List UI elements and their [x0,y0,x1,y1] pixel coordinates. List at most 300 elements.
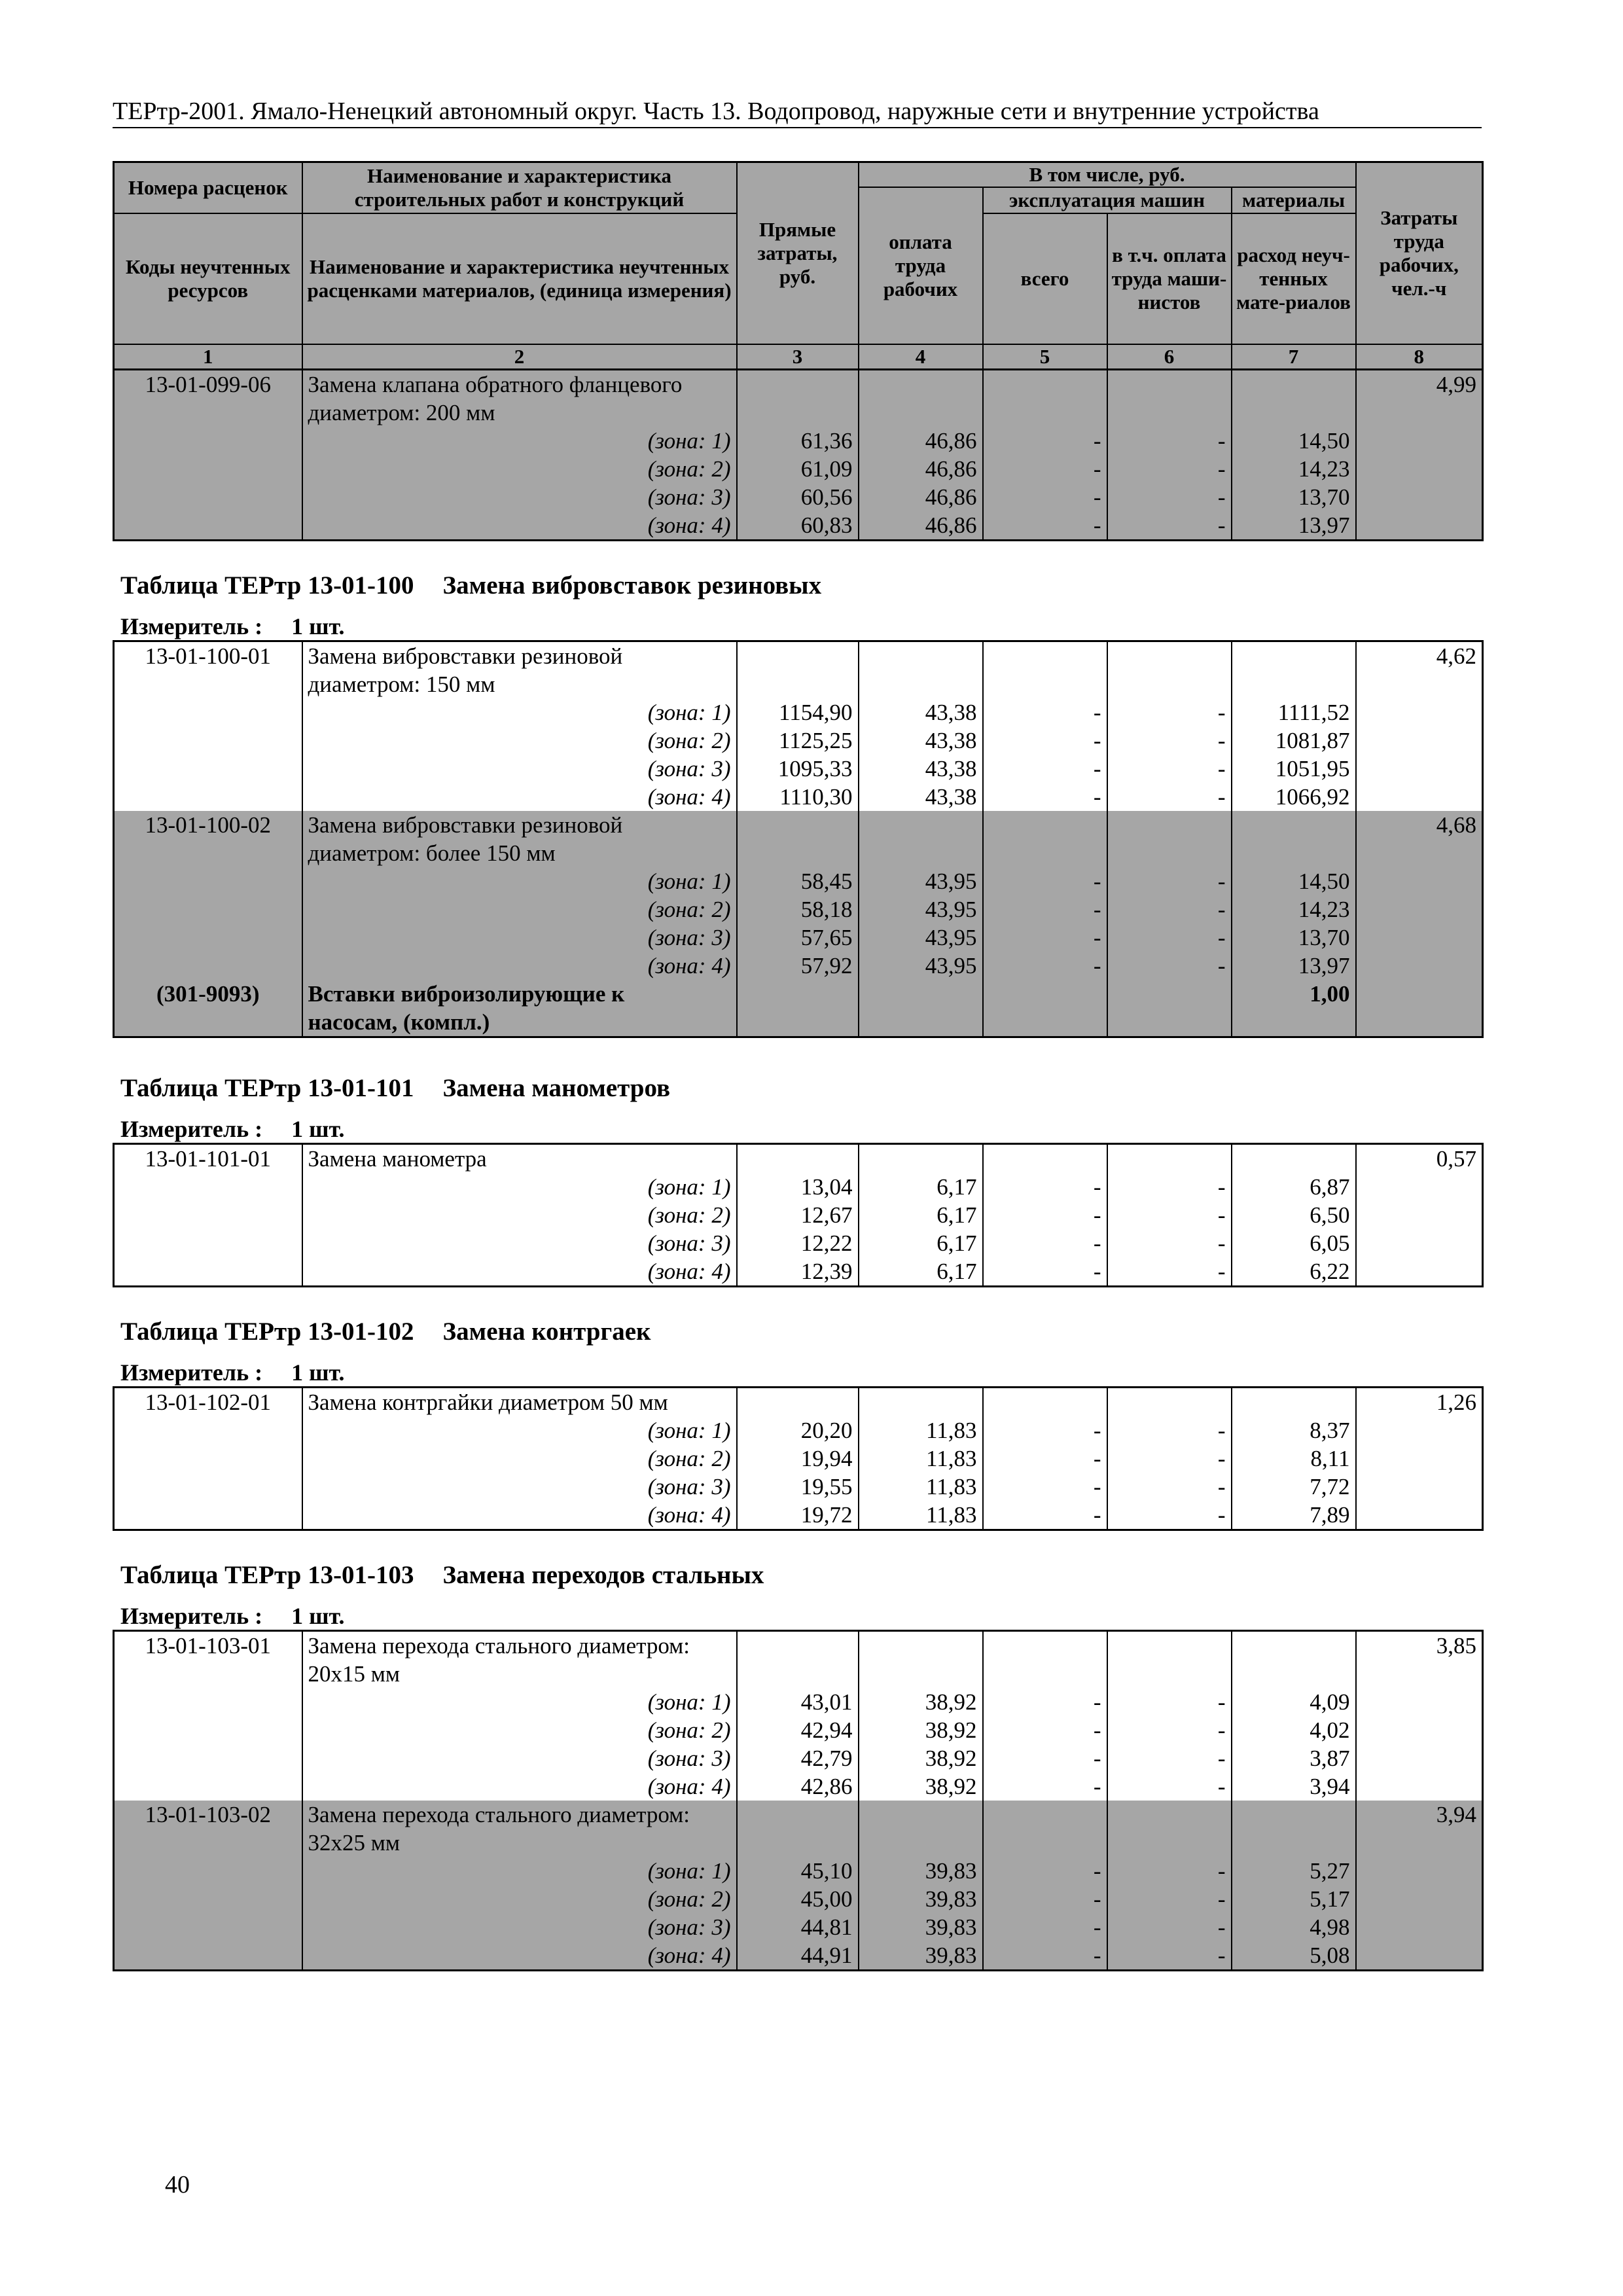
direct-costs: 57,65 [737,924,859,952]
resource-name-line: насосам, (компл.) [302,1008,737,1037]
labor-wages: 46,86 [859,483,983,511]
empty-cell [1356,427,1483,455]
col-number: 4 [859,344,983,370]
empty-cell [983,370,1107,399]
machines-total: - [983,427,1107,455]
empty-cell [114,1716,302,1744]
zone-row [114,1716,1483,1744]
machines-total: - [983,1201,1107,1229]
empty-cell [983,811,1107,839]
rate-code: 13-01-100-01 [114,641,302,671]
zone-label: (зона: 2) [302,895,737,924]
rate-code-cell [114,1829,302,1857]
direct-costs: 19,72 [737,1501,859,1530]
section-title-name: Замена манометров [442,1074,671,1102]
zone-row [114,1688,1483,1716]
empty-cell [114,1201,302,1229]
rates-table-13-01-100 [113,640,1484,1038]
empty-cell [114,427,302,455]
empty-cell [983,641,1107,671]
zone-row [114,952,1483,980]
direct-costs: 43,01 [737,1688,859,1716]
empty-cell [114,867,302,895]
zone-row [114,895,1483,924]
machines-total: - [983,1473,1107,1501]
zone-row [114,455,1483,483]
empty-cell [983,670,1107,698]
machinist-wages: - [1107,1744,1232,1772]
rate-name-line: Замена контргайки диаметром 50 мм [302,1388,737,1417]
empty-cell [114,455,302,483]
materials-cost: 13,97 [1232,511,1356,541]
section-title-code: Таблица ТЕРтр 13-01-103 [120,1561,414,1589]
materials-cost: 1111,52 [1232,698,1356,726]
direct-costs: 12,39 [737,1257,859,1287]
zone-label: (зона: 4) [302,783,737,811]
empty-cell [1107,641,1232,671]
empty-cell [1232,670,1356,698]
zone-row [114,1913,1483,1941]
empty-cell [859,1631,983,1660]
empty-cell [1356,1257,1483,1287]
zone-row [114,755,1483,783]
zone-row [114,1229,1483,1257]
direct-costs: 44,81 [737,1913,859,1941]
zone-row [114,1473,1483,1501]
empty-cell [1107,811,1232,839]
empty-cell [1232,1829,1356,1857]
zone-label: (зона: 4) [302,1941,737,1971]
empty-cell [737,641,859,671]
empty-cell [859,670,983,698]
direct-costs: 45,00 [737,1885,859,1913]
section-title-name: Замена переходов стальных [442,1561,764,1589]
empty-cell [114,483,302,511]
materials-cost: 8,37 [1232,1416,1356,1444]
direct-costs: 20,20 [737,1416,859,1444]
materials-cost: 4,02 [1232,1716,1356,1744]
empty-cell [114,895,302,924]
labor-wages: 43,38 [859,755,983,783]
machinist-wages: - [1107,1257,1232,1287]
header-direct-costs: Прямые затраты, руб. [737,162,859,345]
table-row [114,1144,1483,1174]
rate-code: 13-01-100-02 [114,811,302,839]
labor-wages: 11,83 [859,1501,983,1530]
machines-total: - [983,726,1107,755]
empty-cell [1356,839,1483,867]
col-number: 1 [114,344,302,370]
zone-row [114,1201,1483,1229]
machinist-wages: - [1107,783,1232,811]
direct-costs: 58,18 [737,895,859,924]
machines-total: - [983,1941,1107,1971]
empty-cell [859,1008,983,1037]
empty-cell [983,1660,1107,1688]
materials-cost: 13,70 [1232,483,1356,511]
rate-code: 13-01-099-06 [114,370,302,399]
empty-cell [1356,1857,1483,1885]
section-title-code: Таблица ТЕРтр 13-01-101 [120,1074,414,1102]
section-title [120,1560,764,1590]
table-row [114,811,1483,839]
empty-cell [114,698,302,726]
zone-label: (зона: 3) [302,1913,737,1941]
materials-cost: 4,09 [1232,1688,1356,1716]
empty-cell [1356,1008,1483,1037]
column-numbers-row [114,344,1483,370]
empty-cell [737,839,859,867]
machinist-wages: - [1107,1913,1232,1941]
measure-line [120,613,344,640]
direct-costs: 42,86 [737,1772,859,1801]
table-row [114,1660,1483,1688]
resource-qty: 1,00 [1232,980,1356,1008]
zone-row [114,726,1483,755]
empty-cell [859,641,983,671]
rate-name-line: диаметром: 150 мм [302,670,737,698]
header-machinist-wages: в т.ч. оплата труда маши-нистов [1107,213,1232,344]
empty-cell [1356,1660,1483,1688]
zone-row [114,1857,1483,1885]
col-number: 7 [1232,344,1356,370]
zone-row [114,1444,1483,1473]
machines-total: - [983,511,1107,541]
empty-cell [1356,726,1483,755]
empty-cell [859,370,983,399]
empty-cell [114,1772,302,1801]
empty-cell [114,924,302,952]
machines-total: - [983,1173,1107,1201]
labor-costs: 4,68 [1356,811,1483,839]
table-row [114,1388,1483,1417]
labor-wages: 46,86 [859,455,983,483]
machinist-wages: - [1107,1688,1232,1716]
machines-total: - [983,1501,1107,1530]
materials-cost: 8,11 [1232,1444,1356,1473]
zone-label: (зона: 2) [302,1716,737,1744]
labor-costs: 0,57 [1356,1144,1483,1174]
empty-cell [1356,1913,1483,1941]
rate-name-line: Замена манометра [302,1144,737,1174]
direct-costs: 12,67 [737,1201,859,1229]
measure-value: 1 шт. [291,1359,345,1386]
empty-cell [859,1801,983,1829]
materials-cost: 3,87 [1232,1744,1356,1772]
empty-cell [859,980,983,1008]
rate-code-cell [114,1660,302,1688]
empty-cell [114,1688,302,1716]
col-number: 5 [983,344,1107,370]
resource-code: (301-9093) [114,980,302,1008]
materials-cost: 1081,87 [1232,726,1356,755]
empty-cell [983,399,1107,427]
zone-label: (зона: 2) [302,1885,737,1913]
machines-total: - [983,1416,1107,1444]
labor-costs: 4,99 [1356,370,1483,399]
section-title [120,571,821,600]
machinist-wages: - [1107,1173,1232,1201]
machines-total: - [983,755,1107,783]
materials-cost: 6,05 [1232,1229,1356,1257]
labor-wages: 46,86 [859,427,983,455]
measure-value: 1 шт. [291,613,345,639]
rate-name-line: Замена клапана обратного фланцевого [302,370,737,399]
empty-cell [737,1008,859,1037]
direct-costs: 42,79 [737,1744,859,1772]
empty-cell [1107,1008,1232,1037]
rate-code: 13-01-102-01 [114,1388,302,1417]
empty-cell [737,1388,859,1417]
empty-cell [114,1885,302,1913]
header-total: всего [983,213,1107,344]
measure-label: Измеритель : [120,1603,263,1629]
empty-cell [737,1829,859,1857]
machines-total: - [983,483,1107,511]
empty-cell [1356,698,1483,726]
materials-cost: 14,50 [1232,427,1356,455]
rate-code: 13-01-103-01 [114,1631,302,1660]
direct-costs: 60,56 [737,483,859,511]
empty-cell [1232,1388,1356,1417]
empty-cell [114,1941,302,1971]
direct-costs: 61,36 [737,427,859,455]
empty-cell [983,1801,1107,1829]
empty-cell [1356,1716,1483,1744]
zone-row [114,1416,1483,1444]
direct-costs: 60,83 [737,511,859,541]
zone-row [114,1772,1483,1801]
zone-label: (зона: 3) [302,755,737,783]
empty-cell [114,1444,302,1473]
header-material-name: Наименование и характеристика неучтенных расценками материалов, (единица измерения) [302,213,737,344]
machines-total: - [983,455,1107,483]
empty-cell [1232,641,1356,671]
labor-wages: 39,83 [859,1857,983,1885]
machinist-wages: - [1107,952,1232,980]
direct-costs: 1095,33 [737,755,859,783]
empty-cell [737,811,859,839]
header-including: В том числе, руб. [859,162,1356,188]
empty-cell [859,839,983,867]
machinist-wages: - [1107,924,1232,952]
materials-cost: 14,23 [1232,895,1356,924]
machinist-wages: - [1107,1941,1232,1971]
empty-cell [1356,783,1483,811]
empty-cell [983,1829,1107,1857]
empty-cell [114,1744,302,1772]
labor-wages: 43,95 [859,924,983,952]
labor-costs: 4,62 [1356,641,1483,671]
empty-cell [1356,952,1483,980]
labor-costs: 3,85 [1356,1631,1483,1660]
machinist-wages: - [1107,1444,1232,1473]
zone-label: (зона: 2) [302,1201,737,1229]
empty-cell [1107,1144,1232,1174]
zone-row [114,1501,1483,1530]
materials-cost: 14,23 [1232,455,1356,483]
empty-cell [1107,399,1232,427]
empty-cell [1356,1885,1483,1913]
empty-cell [1356,455,1483,483]
labor-wages: 43,95 [859,867,983,895]
empty-cell [1107,370,1232,399]
empty-cell [859,1660,983,1688]
empty-cell [1356,1229,1483,1257]
resource-name-line: Вставки виброизолирующие к [302,980,737,1008]
empty-cell [983,1144,1107,1174]
rate-name-line: 32х25 мм [302,1829,737,1857]
measure-value: 1 шт. [291,1116,345,1142]
col-number: 6 [1107,344,1232,370]
measure-line [120,1115,344,1143]
machines-total: - [983,952,1107,980]
header-rate-numbers: Номера расценок [114,162,302,214]
page-number: 40 [165,2171,190,2198]
direct-costs: 61,09 [737,455,859,483]
col-number: 8 [1356,344,1483,370]
direct-costs: 58,45 [737,867,859,895]
table-row [114,1631,1483,1660]
zone-row [114,924,1483,952]
empty-cell [1107,1801,1232,1829]
measure-value: 1 шт. [291,1603,345,1629]
rates-table-13-01-103 [113,1630,1484,1971]
empty-cell [114,1257,302,1287]
measure-line [120,1359,344,1386]
empty-cell [737,1801,859,1829]
table-row [114,1829,1483,1857]
zone-row [114,511,1483,541]
section-title [120,1073,670,1103]
zone-row [114,783,1483,811]
machines-total: - [983,1257,1107,1287]
machines-total: - [983,1885,1107,1913]
zone-row [114,1744,1483,1772]
empty-cell [114,511,302,541]
empty-cell [983,839,1107,867]
empty-cell [1356,670,1483,698]
labor-wages: 6,17 [859,1173,983,1201]
empty-cell [1356,483,1483,511]
zone-label: (зона: 3) [302,483,737,511]
zone-row [114,867,1483,895]
labor-wages: 6,17 [859,1229,983,1257]
materials-cost: 7,72 [1232,1473,1356,1501]
zone-label: (зона: 4) [302,1772,737,1801]
machines-total: - [983,783,1107,811]
header-machine-operation: эксплуатация машин [983,187,1232,213]
rate-code: 13-01-101-01 [114,1144,302,1174]
machinist-wages: - [1107,511,1232,541]
empty-cell [114,1008,302,1037]
direct-costs: 1154,90 [737,698,859,726]
machinist-wages: - [1107,726,1232,755]
direct-costs: 12,22 [737,1229,859,1257]
rate-code-cell [114,399,302,427]
empty-cell [1107,980,1232,1008]
zone-row [114,1941,1483,1971]
section-title-name: Замена вибровставок резиновых [442,571,822,600]
empty-cell [1356,511,1483,541]
labor-wages: 39,83 [859,1885,983,1913]
empty-cell [983,1388,1107,1417]
direct-costs: 19,94 [737,1444,859,1473]
empty-cell [114,1173,302,1201]
rate-code-cell [114,839,302,867]
rate-name-line: диаметром: 200 мм [302,399,737,427]
machines-total: - [983,1772,1107,1801]
empty-cell [114,1473,302,1501]
machines-total: - [983,1716,1107,1744]
materials-cost: 4,98 [1232,1913,1356,1941]
zone-label: (зона: 1) [302,1416,737,1444]
materials-cost: 13,97 [1232,952,1356,980]
zone-label: (зона: 2) [302,726,737,755]
materials-cost: 14,50 [1232,867,1356,895]
zone-label: (зона: 1) [302,867,737,895]
labor-wages: 43,38 [859,783,983,811]
empty-cell [1232,1144,1356,1174]
empty-cell [1232,1801,1356,1829]
zone-row [114,698,1483,726]
empty-cell [1232,1008,1356,1037]
table-row [114,370,1483,399]
empty-cell [859,399,983,427]
machines-total: - [983,1913,1107,1941]
machines-total: - [983,1444,1107,1473]
materials-cost: 1066,92 [1232,783,1356,811]
machinist-wages: - [1107,1229,1232,1257]
labor-costs: 1,26 [1356,1388,1483,1417]
empty-cell [114,1416,302,1444]
zone-row [114,427,1483,455]
machinist-wages: - [1107,1501,1232,1530]
rates-table-13-01-101 [113,1143,1484,1287]
machinist-wages: - [1107,867,1232,895]
machines-total: - [983,1229,1107,1257]
labor-wages: 11,83 [859,1416,983,1444]
rates-table-13-01-099 [113,370,1484,541]
section-title-code: Таблица ТЕРтр 13-01-102 [120,1318,414,1346]
rate-name-line: 20х15 мм [302,1660,737,1688]
empty-cell [859,1144,983,1174]
machinist-wages: - [1107,1716,1232,1744]
empty-cell [114,726,302,755]
empty-cell [983,1631,1107,1660]
empty-cell [983,1008,1107,1037]
labor-wages: 39,83 [859,1913,983,1941]
empty-cell [1356,755,1483,783]
machines-total: - [983,895,1107,924]
empty-cell [1356,1772,1483,1801]
empty-cell [737,370,859,399]
empty-cell [1107,1660,1232,1688]
table-row [114,641,1483,671]
empty-cell [1356,1473,1483,1501]
empty-cell [737,980,859,1008]
machinist-wages: - [1107,1772,1232,1801]
materials-cost: 3,94 [1232,1772,1356,1801]
empty-cell [1356,1501,1483,1530]
empty-cell [1107,1631,1232,1660]
zone-row [114,1885,1483,1913]
empty-cell [1356,1201,1483,1229]
direct-costs: 45,10 [737,1857,859,1885]
empty-cell [1356,895,1483,924]
header-resource-codes: Коды неучтенных ресурсов [114,213,302,344]
zone-label: (зона: 4) [302,511,737,541]
